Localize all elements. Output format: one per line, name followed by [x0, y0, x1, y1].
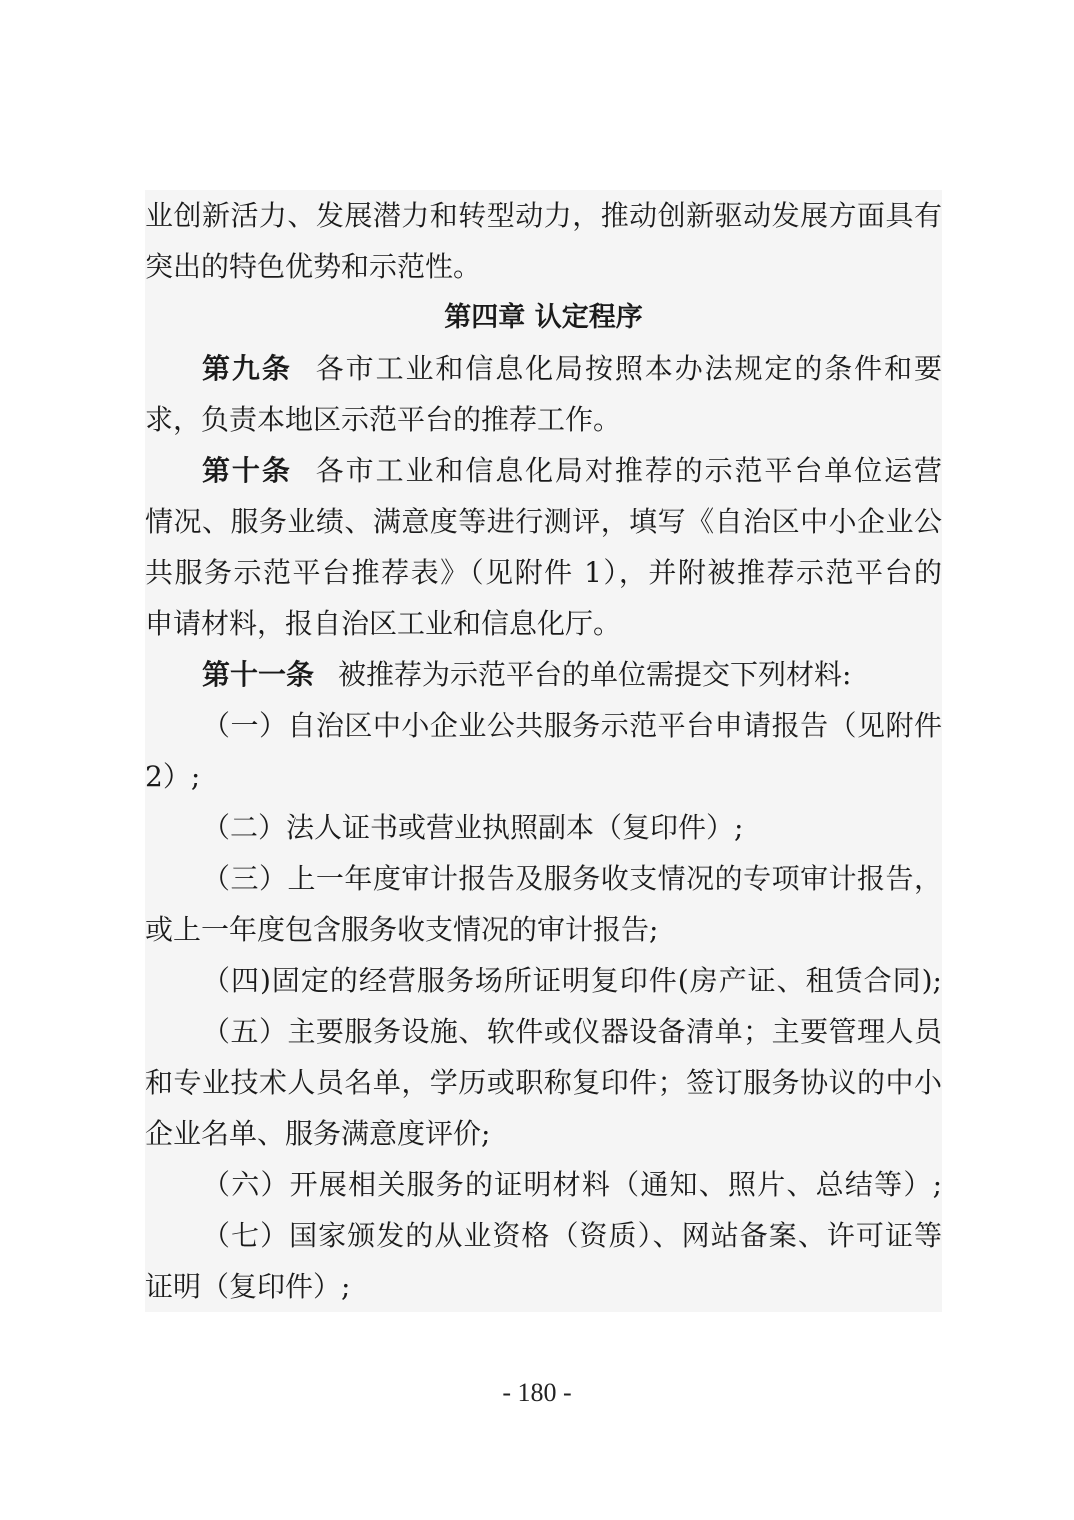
article-label: 第十条 — [202, 454, 292, 487]
article-9-line — [145, 343, 942, 394]
article-text: 被推荐为示范平台的单位需提交下列材料: — [338, 658, 852, 691]
article-10-line: 情况、服务业绩、满意度等进行测评，填写《自治区中小企业公 — [145, 505, 942, 538]
article-9-line: 求，负责本地区示范平台的推荐工作。 — [145, 403, 622, 436]
list-item-line: （五）主要服务设施、软件或仪器设备清单；主要管理人员 — [202, 1015, 942, 1048]
article-label: 第十一条 — [202, 658, 315, 691]
list-item-line: （七）国家颁发的从业资格（资质）、网站备案、许可证等 — [202, 1219, 942, 1252]
page-number: - 180 - — [502, 1378, 572, 1407]
document-body — [145, 190, 942, 1312]
article-label: 第九条 — [202, 352, 292, 385]
article-10-line: 共服务示范平台推荐表》（见附件 1），并附被推荐示范平台的 — [145, 556, 942, 589]
list-item-line: 证明（复印件）; — [145, 1270, 351, 1303]
article-10-line: 申请材料，报自治区工业和信息化厅。 — [145, 607, 622, 640]
list-item-line: 企业名单、服务满意度评价; — [145, 1117, 491, 1150]
chapter-title: 第四章 认定程序 — [444, 302, 643, 333]
article-10-line — [145, 445, 942, 496]
article-text: 各市工业和信息化局对推荐的示范平台单位运营 — [315, 454, 942, 487]
paragraph-line: 业创新活力、发展潜力和转型动力，推动创新驱动发展方面具有 — [145, 199, 942, 232]
article-text: 各市工业和信息化局按照本办法规定的条件和要 — [315, 352, 942, 385]
list-item-line: 2）; — [145, 760, 201, 793]
list-item-line: （四)固定的经营服务场所证明复印件(房产证、租赁合同); — [202, 964, 942, 997]
list-item-line: （一）自治区中小企业公共服务示范平台申请报告（见附件 — [202, 709, 942, 742]
article-11-line — [145, 649, 942, 700]
list-item-line: 或上一年度包含服务收支情况的审计报告; — [145, 913, 659, 946]
list-item-line: （六）开展相关服务的证明材料（通知、照片、总结等）; — [202, 1168, 942, 1201]
list-item-line: （三）上一年度审计报告及服务收支情况的专项审计报告， — [202, 862, 942, 895]
paragraph-line: 突出的特色优势和示范性。 — [145, 250, 482, 283]
list-item-line: （二）法人证书或营业执照副本（复印件）; — [202, 811, 744, 844]
list-item-line: 和专业技术人员名单，学历或职称复印件；签订服务协议的中小 — [145, 1066, 942, 1099]
